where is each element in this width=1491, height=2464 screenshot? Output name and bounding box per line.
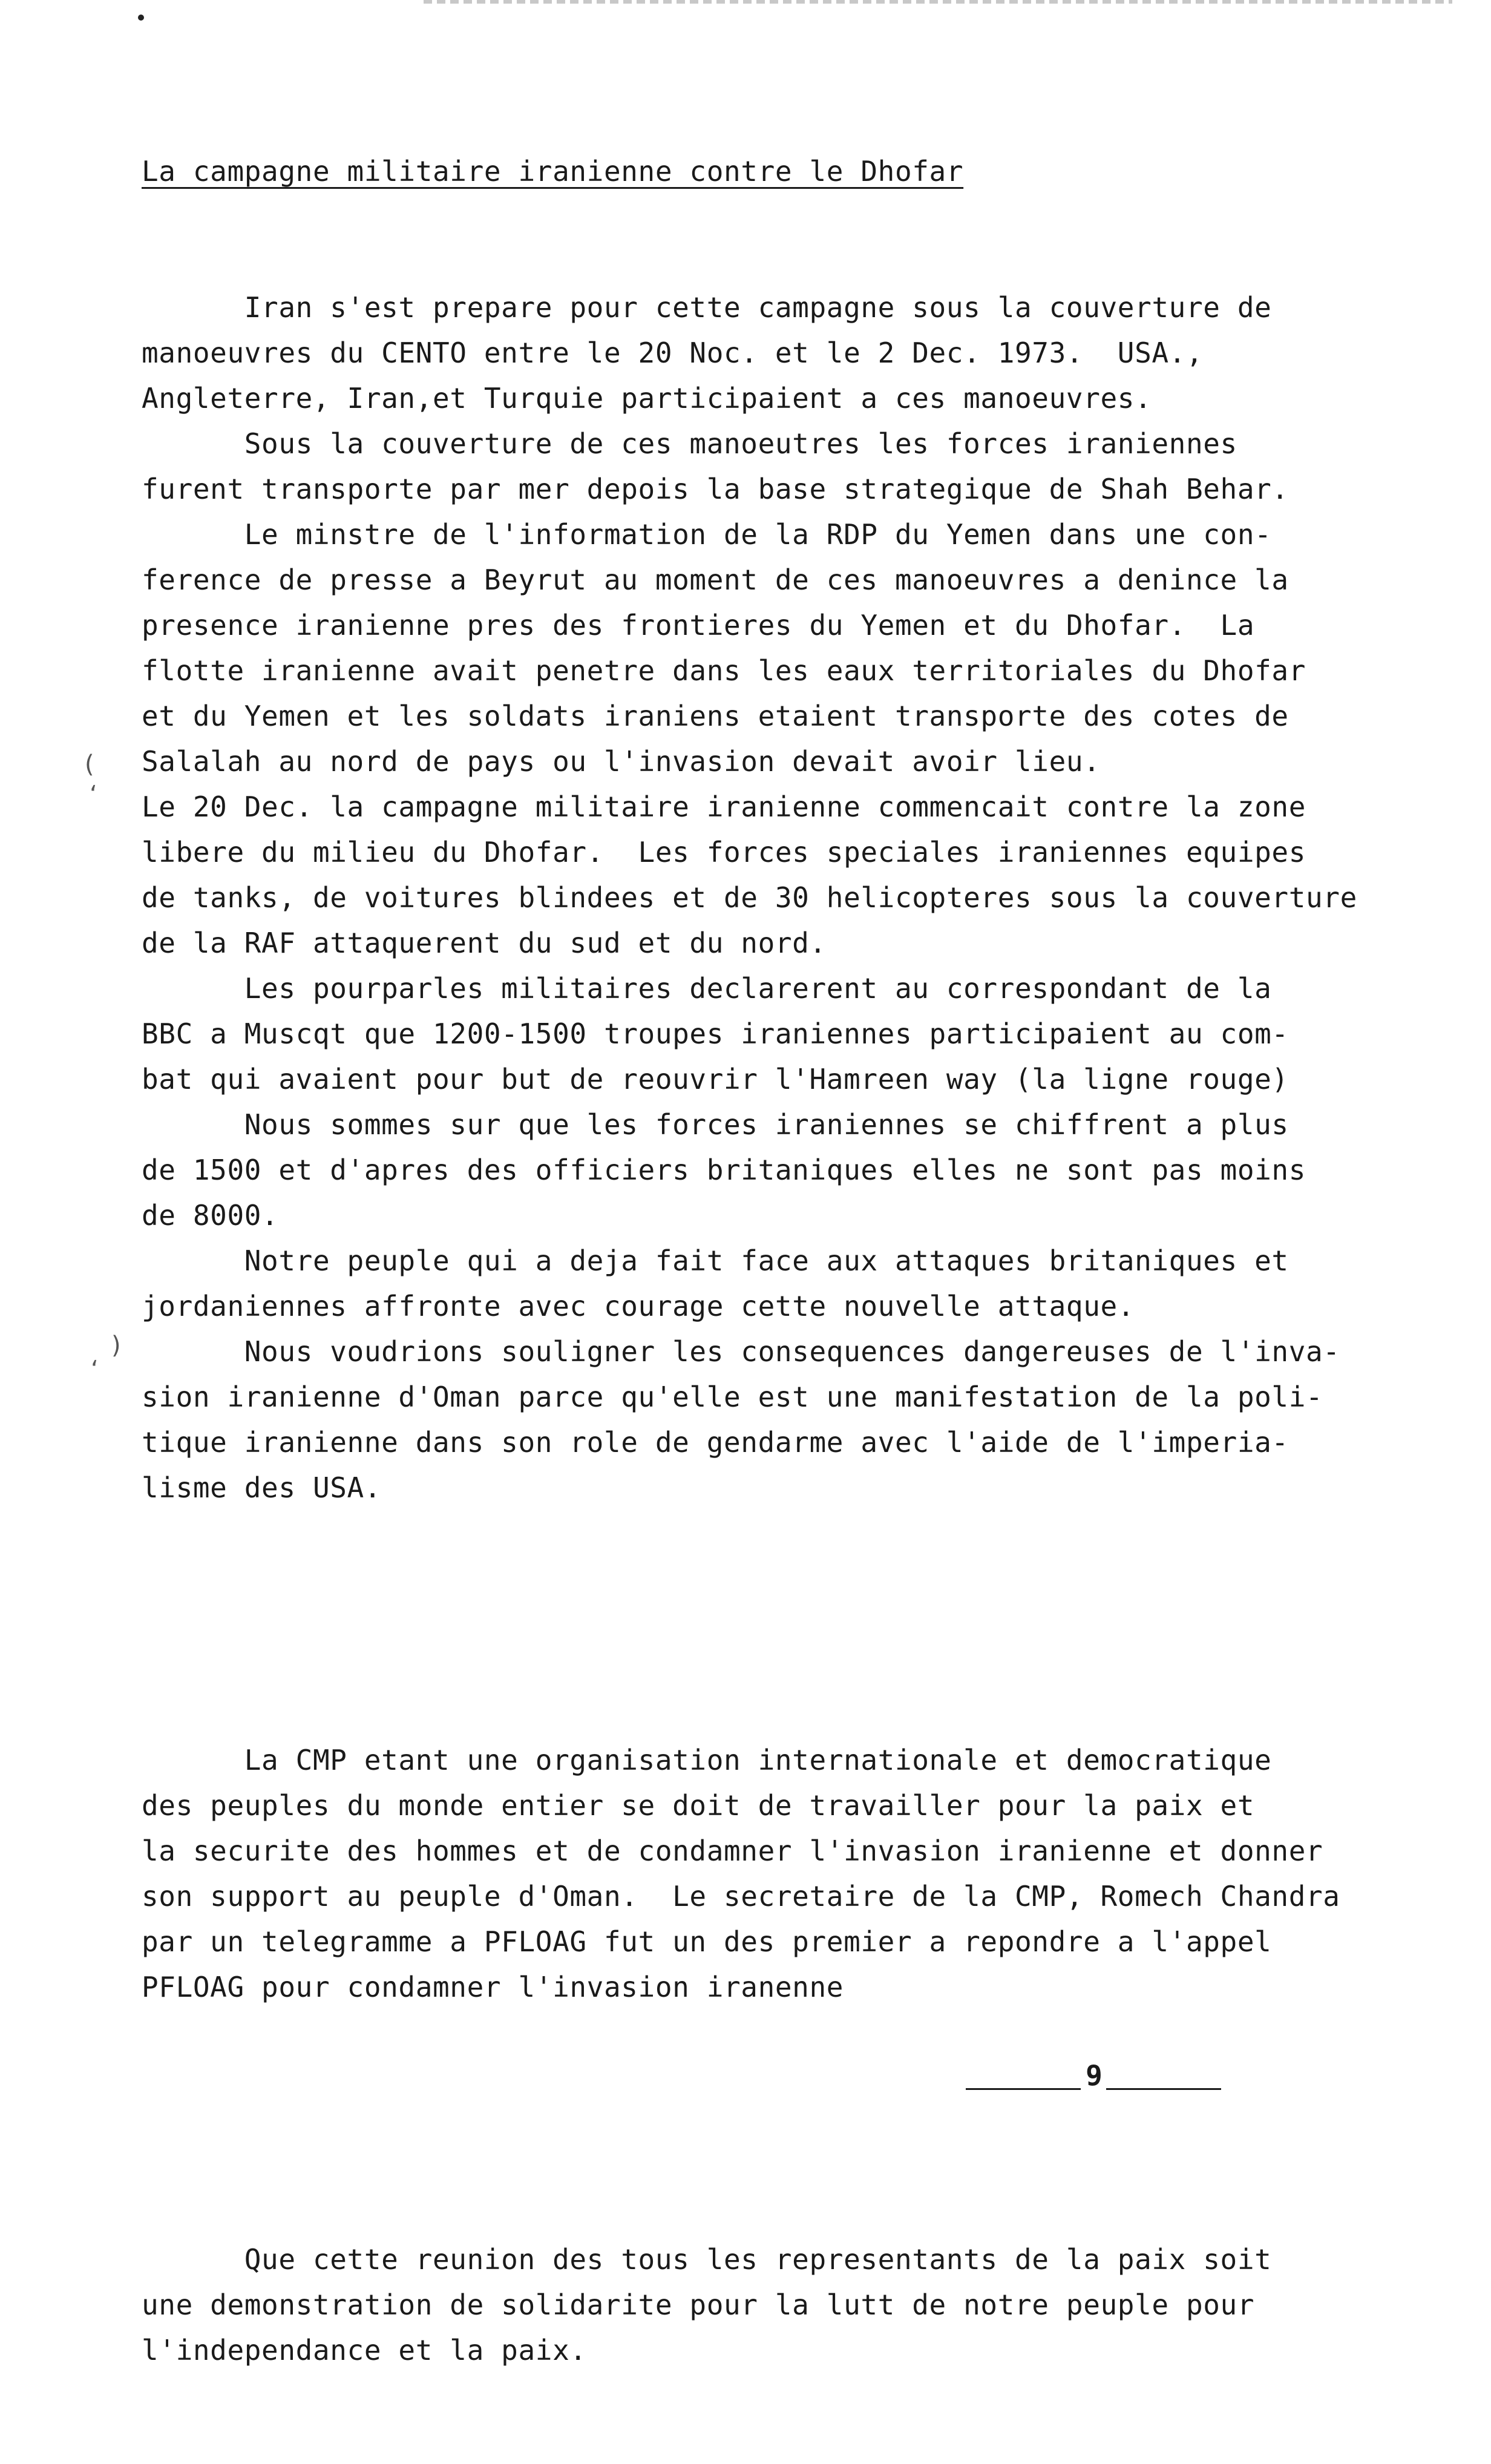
text-line: la securite des hommes et de condamner l'invasion iranienne et donner — [142, 1835, 1323, 1867]
text-line: sion iranienne d'Oman parce qu'elle est une manifestation de la poli- — [142, 1381, 1323, 1413]
text-line: de la RAF attaquerent du sud et du nord. — [142, 927, 827, 959]
text-line: bat qui avaient pour but de reouvrir l'Hamreen way (la ligne rouge) — [142, 1063, 1289, 1096]
body-section-3 — [142, 2237, 1376, 2373]
page-footer — [966, 2058, 1220, 2094]
text-line: manoeuvres du CENTO entre le 20 Noc. et le 2 Dec. 1973. USA., — [142, 337, 1204, 369]
text-line: Nous sommes sur que les forces iraniennes se chiffrent a plus — [142, 1108, 1289, 1141]
text-line: Le 20 Dec. la campagne militaire iranienne commencait contre la zone — [142, 790, 1306, 823]
document-title: La campagne militaire iranienne contre le Dhofar — [142, 155, 964, 188]
text-line: Angleterre, Iran,et Turquie participaient a ces manoeuvres. — [142, 382, 1152, 415]
text-line: Le minstre de l'information de la RDP du Yemen dans une con- — [142, 518, 1272, 551]
text-line: des peuples du monde entier se doit de travailler pour la paix et — [142, 1789, 1255, 1822]
document-title-line — [142, 149, 1376, 194]
footer-rule-left — [966, 2088, 1081, 2090]
ink-dot — [138, 15, 144, 21]
scan-streak — [424, 0, 1452, 4]
text-line: flotte iranienne avait penetre dans les eaux territoriales du Dhofar — [142, 654, 1306, 687]
text-line: et du Yemen et les soldats iraniens etaient transporte des cotes de — [142, 700, 1289, 732]
text-line: son support au peuple d'Oman. Le secretaire de la CMP, Romech Chandra — [142, 1880, 1340, 1913]
document-body — [142, 58, 1376, 2464]
text-line: Notre peuple qui a deja fait face aux attaques britaniques et — [142, 1244, 1289, 1277]
text-line: Salalah au nord de pays ou l'invasion devait avoir lieu. — [142, 745, 1101, 778]
footer-rule-right — [1106, 2088, 1221, 2090]
text-line: Que cette reunion des tous les representants de la paix soit — [142, 2243, 1272, 2276]
text-line: Sous la couverture de ces manoeutres les forces iraniennes — [142, 427, 1237, 460]
body-section-1 — [142, 285, 1376, 1511]
text-line: ference de presse a Beyrut au moment de ces manoeuvres a denince la — [142, 563, 1289, 596]
text-line: par un telegramme a PFLOAG fut un des premier a repondre a l'appel — [142, 1925, 1272, 1958]
page-number: 9 — [1086, 2059, 1103, 2092]
margin-paren-mark-2: ) — [111, 1332, 121, 1359]
text-line: libere du milieu du Dhofar. Les forces speciales iraniennes equipes — [142, 836, 1306, 869]
margin-paren-mark: ( — [85, 751, 94, 778]
text-line: BBC a Muscqt que 1200-1500 troupes iraniennes participaient au com- — [142, 1017, 1289, 1050]
margin-curve-mark-2: ‘ — [91, 1356, 99, 1384]
text-line: presence iranienne pres des frontieres du Yemen et du Dhofar. La — [142, 609, 1255, 642]
text-line: jordaniennes affronte avec courage cette nouvelle attaque. — [142, 1290, 1135, 1322]
text-line: tique iranienne dans son role de gendarme avec l'aide de l'imperia- — [142, 1426, 1289, 1459]
text-line: PFLOAG pour condamner l'invasion iranenne — [142, 1971, 844, 2003]
text-line: de tanks, de voitures blindees et de 30 helicopteres sous la couverture — [142, 881, 1357, 914]
text-line: lisme des USA. — [142, 1471, 382, 1504]
text-line: La CMP etant une organisation internationale et democratique — [142, 1744, 1272, 1776]
body-section-2 — [142, 1738, 1376, 2010]
text-line: Iran s'est prepare pour cette campagne sous la couverture de — [142, 291, 1272, 324]
paragraph-gap — [142, 2101, 1376, 2146]
text-line: une demonstration de solidarite pour la lutt de notre peuple pour — [142, 2288, 1255, 2321]
text-line: de 1500 et d'apres des officiers britaniques elles ne sont pas moins — [142, 1154, 1306, 1186]
paragraph-gap — [142, 1602, 1376, 1647]
text-line: de 8000. — [142, 1199, 279, 1232]
margin-curve-mark: ‘ — [90, 781, 97, 809]
text-line: l'independance et la paix. — [142, 2334, 587, 2367]
text-line: Les pourparles militaires declarerent au correspondant de la — [142, 972, 1272, 1005]
text-line: Nous voudrions souligner les consequences dangereuses de l'inva- — [142, 1335, 1340, 1368]
text-line: furent transporte par mer depois la base strategique de Shah Behar. — [142, 473, 1289, 505]
